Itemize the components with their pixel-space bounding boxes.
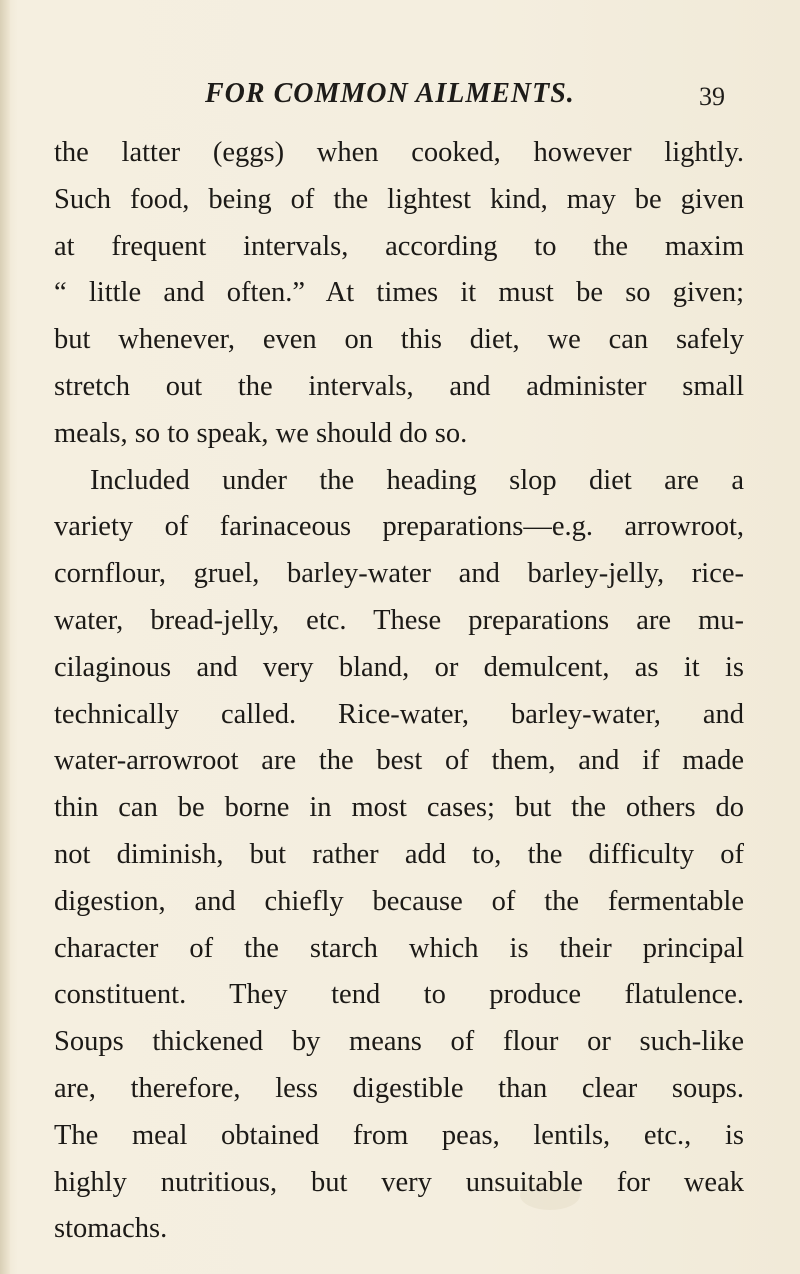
text-line: water-arrowroot are the best of them, and if made (54, 745, 744, 777)
page-binding-edge (0, 0, 10, 1274)
page-number: 39 (699, 82, 725, 111)
text-line: not diminish, but rather add to, the difficulty of (54, 838, 744, 870)
text-line: stretch out the intervals, and administer small (54, 370, 744, 402)
page-header (0, 78, 800, 118)
text-line: “ little and often.” At times it must be so given; (54, 277, 744, 309)
text-line: digestion, and chiefly because of the fermentable (54, 885, 744, 917)
text-line: Included under the heading slop diet are a (90, 464, 744, 496)
text-line: variety of farinaceous preparations—e.g. arrowroot, (54, 511, 744, 543)
text-line: but whenever, even on this diet, we can safely (54, 324, 744, 356)
running-head: FOR COMMON AILMENTS. (205, 78, 575, 109)
text-line: highly nutritious, but very unsuitable for weak (54, 1166, 744, 1198)
body-text (54, 130, 744, 1253)
text-line: Soups thickened by means of flour or such-like (54, 1026, 744, 1058)
text-line: character of the starch which is their principal (54, 932, 744, 964)
text-line: cilaginous and very bland, or demulcent, as it is (54, 651, 744, 683)
text-line: thin can be borne in most cases; but the others do (54, 792, 744, 824)
text-line: the latter (eggs) when cooked, however lightly. (54, 137, 744, 168)
text-line: constituent. They tend to produce flatulence. (54, 979, 744, 1011)
text-line: technically called. Rice-water, barley-water, and (54, 698, 744, 730)
text-line: stomachs. (54, 1213, 168, 1245)
text-line: Such food, being of the lightest kind, may be given (54, 183, 744, 215)
text-line: at frequent intervals, according to the maxim (54, 230, 744, 262)
text-line: The meal obtained from peas, lentils, etc., is (54, 1119, 744, 1151)
text-line: cornflour, gruel, barley-water and barley-jelly, rice- (54, 558, 744, 590)
text-line: water, bread-jelly, etc. These preparations are mu- (54, 604, 744, 636)
text-line: are, therefore, less digestible than clear soups. (54, 1072, 744, 1104)
text-line: meals, so to speak, we should do so. (54, 417, 468, 449)
